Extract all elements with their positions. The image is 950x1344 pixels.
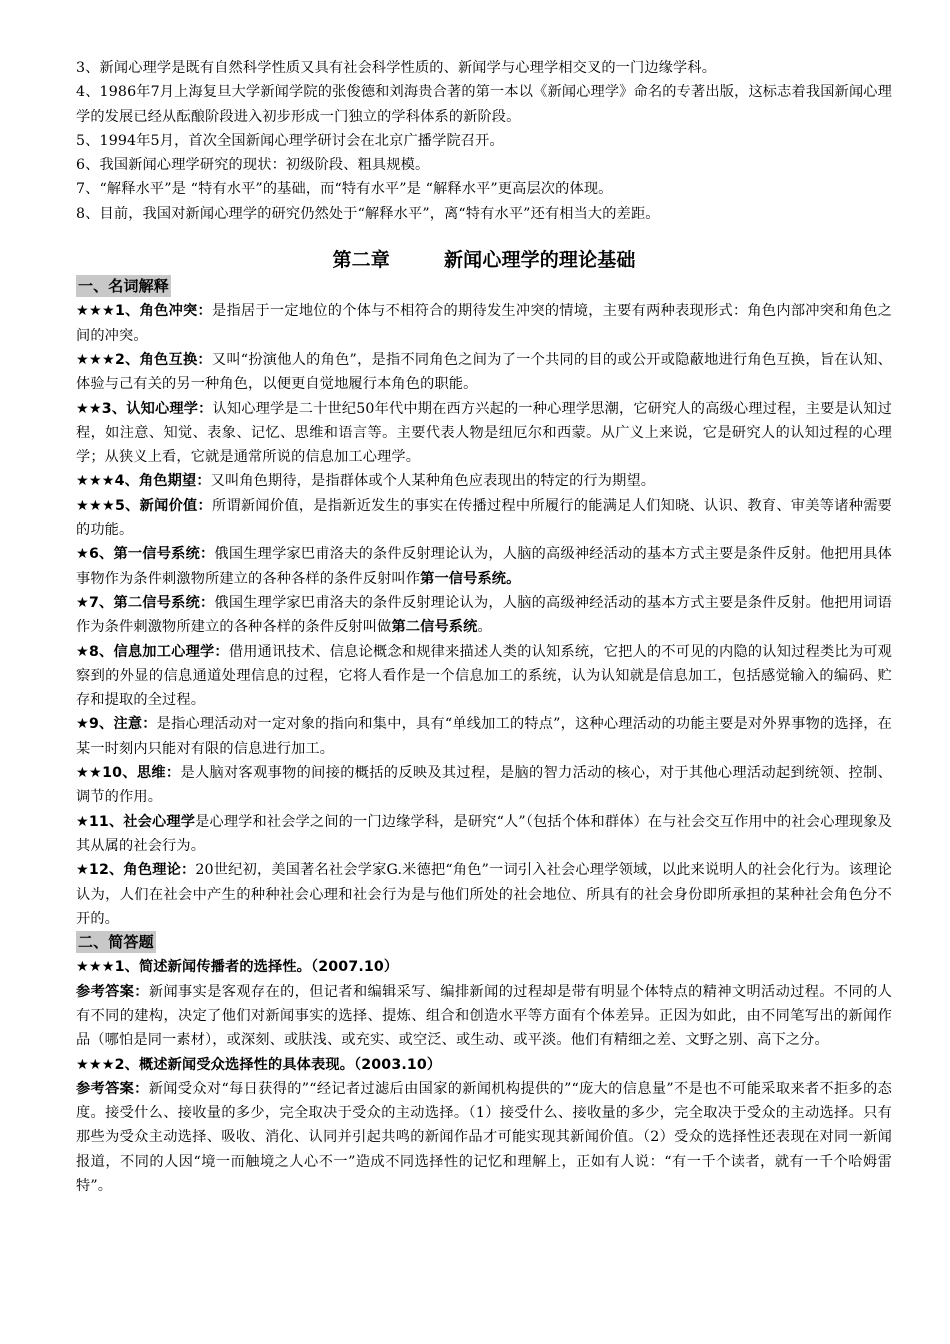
- term-entry: [76, 299, 892, 348]
- section-heading-wrap: [76, 275, 892, 299]
- term-definition: 借用通讯技术、信息论概念和规律来描述人类的认知系统，它把人的不可见的内隐的认知过程类比为可观察到的外显的信息通道处理信息的过程，它将人看作是一个信息加工的系统，认为认知就是信息加工，包括感觉输入的编码、贮存和提取的全过程。: [76, 643, 892, 709]
- term-definition: 认知心理学是二十世纪50年代中期在西方兴起的一种心理学思潮，它研究人的高级心理过程，主要是认知过程，如注意、知觉、表象、记忆、思维和语言等。主要代表人物是纽厄尔和西蒙。从广义上来说，它是研究人的认知过程的心理学；从狭义上看，它就是通常所说的信息加工心理学。: [76, 400, 892, 466]
- term-entry: [76, 761, 892, 810]
- answer-label: 参考答案：: [76, 1080, 149, 1097]
- section-heading-terms: 一、名词解释: [78, 277, 169, 296]
- term-bold-tail: 第一信号系统。: [420, 570, 521, 587]
- term-definition: 俄国生理学家巴甫洛夫的条件反射理论认为，人脑的高级神经活动的基本方式主要是条件反射。他把用具体事物作为条件刺激物所建立的各种各样的条件反射叫作: [76, 546, 892, 587]
- intro-item-8: 8、目前，我国对新闻心理学的研究仍然处于“解释水平”，离“特有水平”还有相当大的差距。: [76, 205, 660, 222]
- answer-text: 新闻受众对“每日获得的”“经记者过滤后由国家的新闻机构提供的”“庞大的信息量”不是也不可能采取来者不拒多的态度。接受什么、接收量的多少，完全取决于受众的主动选择。（1）接受什么、接收量的多少，完全取决于受众的主动选择。只有那些为受众主动选择、吸收、消化、认同并引起共鸣的新闻作品才可能实现其新闻价值。（2）受众的选择性还表现在对同一新闻报道，不同的人因“境一而触境之人心不一”造成不同选择性的记忆和理解上，正如有人说：“有一千个读者，就有一千个哈姆雷特”。: [76, 1080, 892, 1195]
- term-entry: [76, 712, 892, 761]
- intro-item-6: 6、我国新闻心理学研究的现状：初级阶段、粗具规模。: [76, 157, 430, 174]
- term-bold-tail: 第二信号系统: [391, 619, 478, 636]
- term-definition: 俄国生理学家巴甫洛夫的条件反射理论认为，人脑的高级神经活动的基本方式主要是条件反射。他把用词语作为条件刺激物所建立的各种各样的条件反射叫做: [76, 594, 892, 636]
- term-definition: 又叫角色期待，是指群体或个人某种角色应表现出的特定的行为期望。: [210, 473, 656, 490]
- term-definition: 所谓新闻价值，是指新近发生的事实在传播过程中所履行的能满足人们知晓、认识、教育、审美等诸种需要的功能。: [76, 497, 893, 539]
- term-definition: 20世纪初，美国著名社会学家G.米德把“角色”一词引入社会心理学领域，以此来说明人的社会化行为。该理论认为，人们在社会中产生的种种社会心理和社会行为是与他们所处的社会地位、所具有的社会身份即所承担的某种社会角色分不开的。: [76, 862, 892, 927]
- question-title: ★★★1、简述新闻传播者的选择性。（2007.10）: [76, 959, 399, 976]
- answer-paragraph: [76, 980, 892, 1053]
- term-entry: [76, 494, 892, 543]
- term-entry: [76, 542, 892, 591]
- chapter-number: 第二章: [332, 249, 390, 272]
- term-entry: [76, 810, 892, 859]
- section-heading-short-answer: 二、简答题: [78, 933, 154, 952]
- question-title: ★★★2、概述新闻受众选择性的具体表现。（2003.10）: [76, 1056, 442, 1073]
- answer-paragraph: [76, 1077, 892, 1198]
- term-label: ★★★1、角色冲突：: [76, 303, 212, 320]
- term-label: ★7、第二信号系统：: [76, 594, 215, 611]
- term-label: ★11、社会心理学: [76, 813, 196, 830]
- term-label: ★★★2、角色互换：: [76, 351, 212, 368]
- term-entry: [76, 348, 892, 397]
- term-label: ★6、第一信号系统：: [76, 546, 215, 563]
- intro-item-3: 3、新闻心理学是既有自然科学性质又具有社会科学性质的、新闻学与心理学相交叉的一门边缘学科。: [76, 60, 717, 76]
- intro-item-4: 4、1986年7月上海复旦大学新闻学院的张俊德和刘海贵合著的第一本以《新闻心理学》命名的专著出版，这标志着我国新闻心理学的发展已经从酝酿阶段进入初步形成一门独立的学科体系的新阶段。: [76, 84, 892, 125]
- section-heading-wrap: [76, 931, 892, 955]
- intro-item-7: 7、“解释水平”是 “特有水平”的基础，而“特有水平”是 “解释水平”更高层次的体现。: [76, 181, 613, 198]
- term-entry: [76, 469, 892, 493]
- chapter-name: 新闻心理学的理论基础: [444, 249, 636, 272]
- answer-label: 参考答案：: [76, 983, 149, 1000]
- answer-text: 新闻事实是客观存在的，但记者和编辑采写、编排新闻的过程却是带有明显个体特点的精神文明活动过程。不同的人有不同的建构，决定了他们对新闻事实的选择、提炼、组合和创造水平等方面有个体差异。正因为如此，由不同笔写出的新闻作品（哪怕是同一素材），或深刻、或肤浅、或充实、或空泛、或生动、或平淡。他们有精细之差、文野之别、高下之分。: [76, 983, 892, 1049]
- term-definition: 又叫“扮演他人的角色”，是指不同角色之间为了一个共同的目的或公开或隐蔽地进行角色互换，旨在认知、体验与己有关的另一种角色，以便更自觉地履行本角色的职能。: [76, 351, 892, 393]
- term-label: ★★★4、角色期望：: [76, 473, 211, 490]
- term-label: ★★10、思维：: [76, 765, 181, 782]
- term-label: ★8、信息加工心理学：: [76, 643, 229, 660]
- term-definition: 是指居于一定地位的个体与不相符合的期待发生冲突的情境，主要有两种表现形式：角色内部冲突和角色之间的冲突。: [76, 303, 893, 344]
- term-entry: [76, 591, 892, 640]
- spacer: [76, 226, 892, 246]
- term-entry: [76, 858, 892, 931]
- intro-item-5: 5、1994年5月，首次全国新闻心理学研讨会在北京广播学院召开。: [76, 132, 504, 149]
- term-definition: 是指心理活动对一定对象的指向和集中，具有“单线加工的特点”，这种心理活动的功能主要是对外界事物的选择，在某一时刻内只能对有限的信息进行加工。: [76, 716, 892, 757]
- term-label: ★9、注意：: [76, 716, 157, 733]
- term-entry: [76, 640, 892, 713]
- term-label: ★12、角色理论：: [76, 862, 196, 879]
- term-label: ★★★5、新闻价值：: [76, 497, 212, 514]
- document-page: [76, 56, 892, 1198]
- term-tail: 。: [477, 619, 492, 636]
- term-label: ★★3、认知心理学：: [76, 400, 213, 417]
- term-definition: 是心理学和社会学之间的一门边缘学科，是研究“人”（包括个体和群体）在与社会交互作用中的社会心理现象及其从属的社会行为。: [76, 813, 892, 854]
- term-entry: [76, 397, 892, 470]
- term-definition: 是人脑对客观事物的间接的概括的反映及其过程，是脑的智力活动的核心，对于其他心理活动起到统领、控制、调节的作用。: [76, 765, 892, 806]
- chapter-title: [76, 246, 892, 274]
